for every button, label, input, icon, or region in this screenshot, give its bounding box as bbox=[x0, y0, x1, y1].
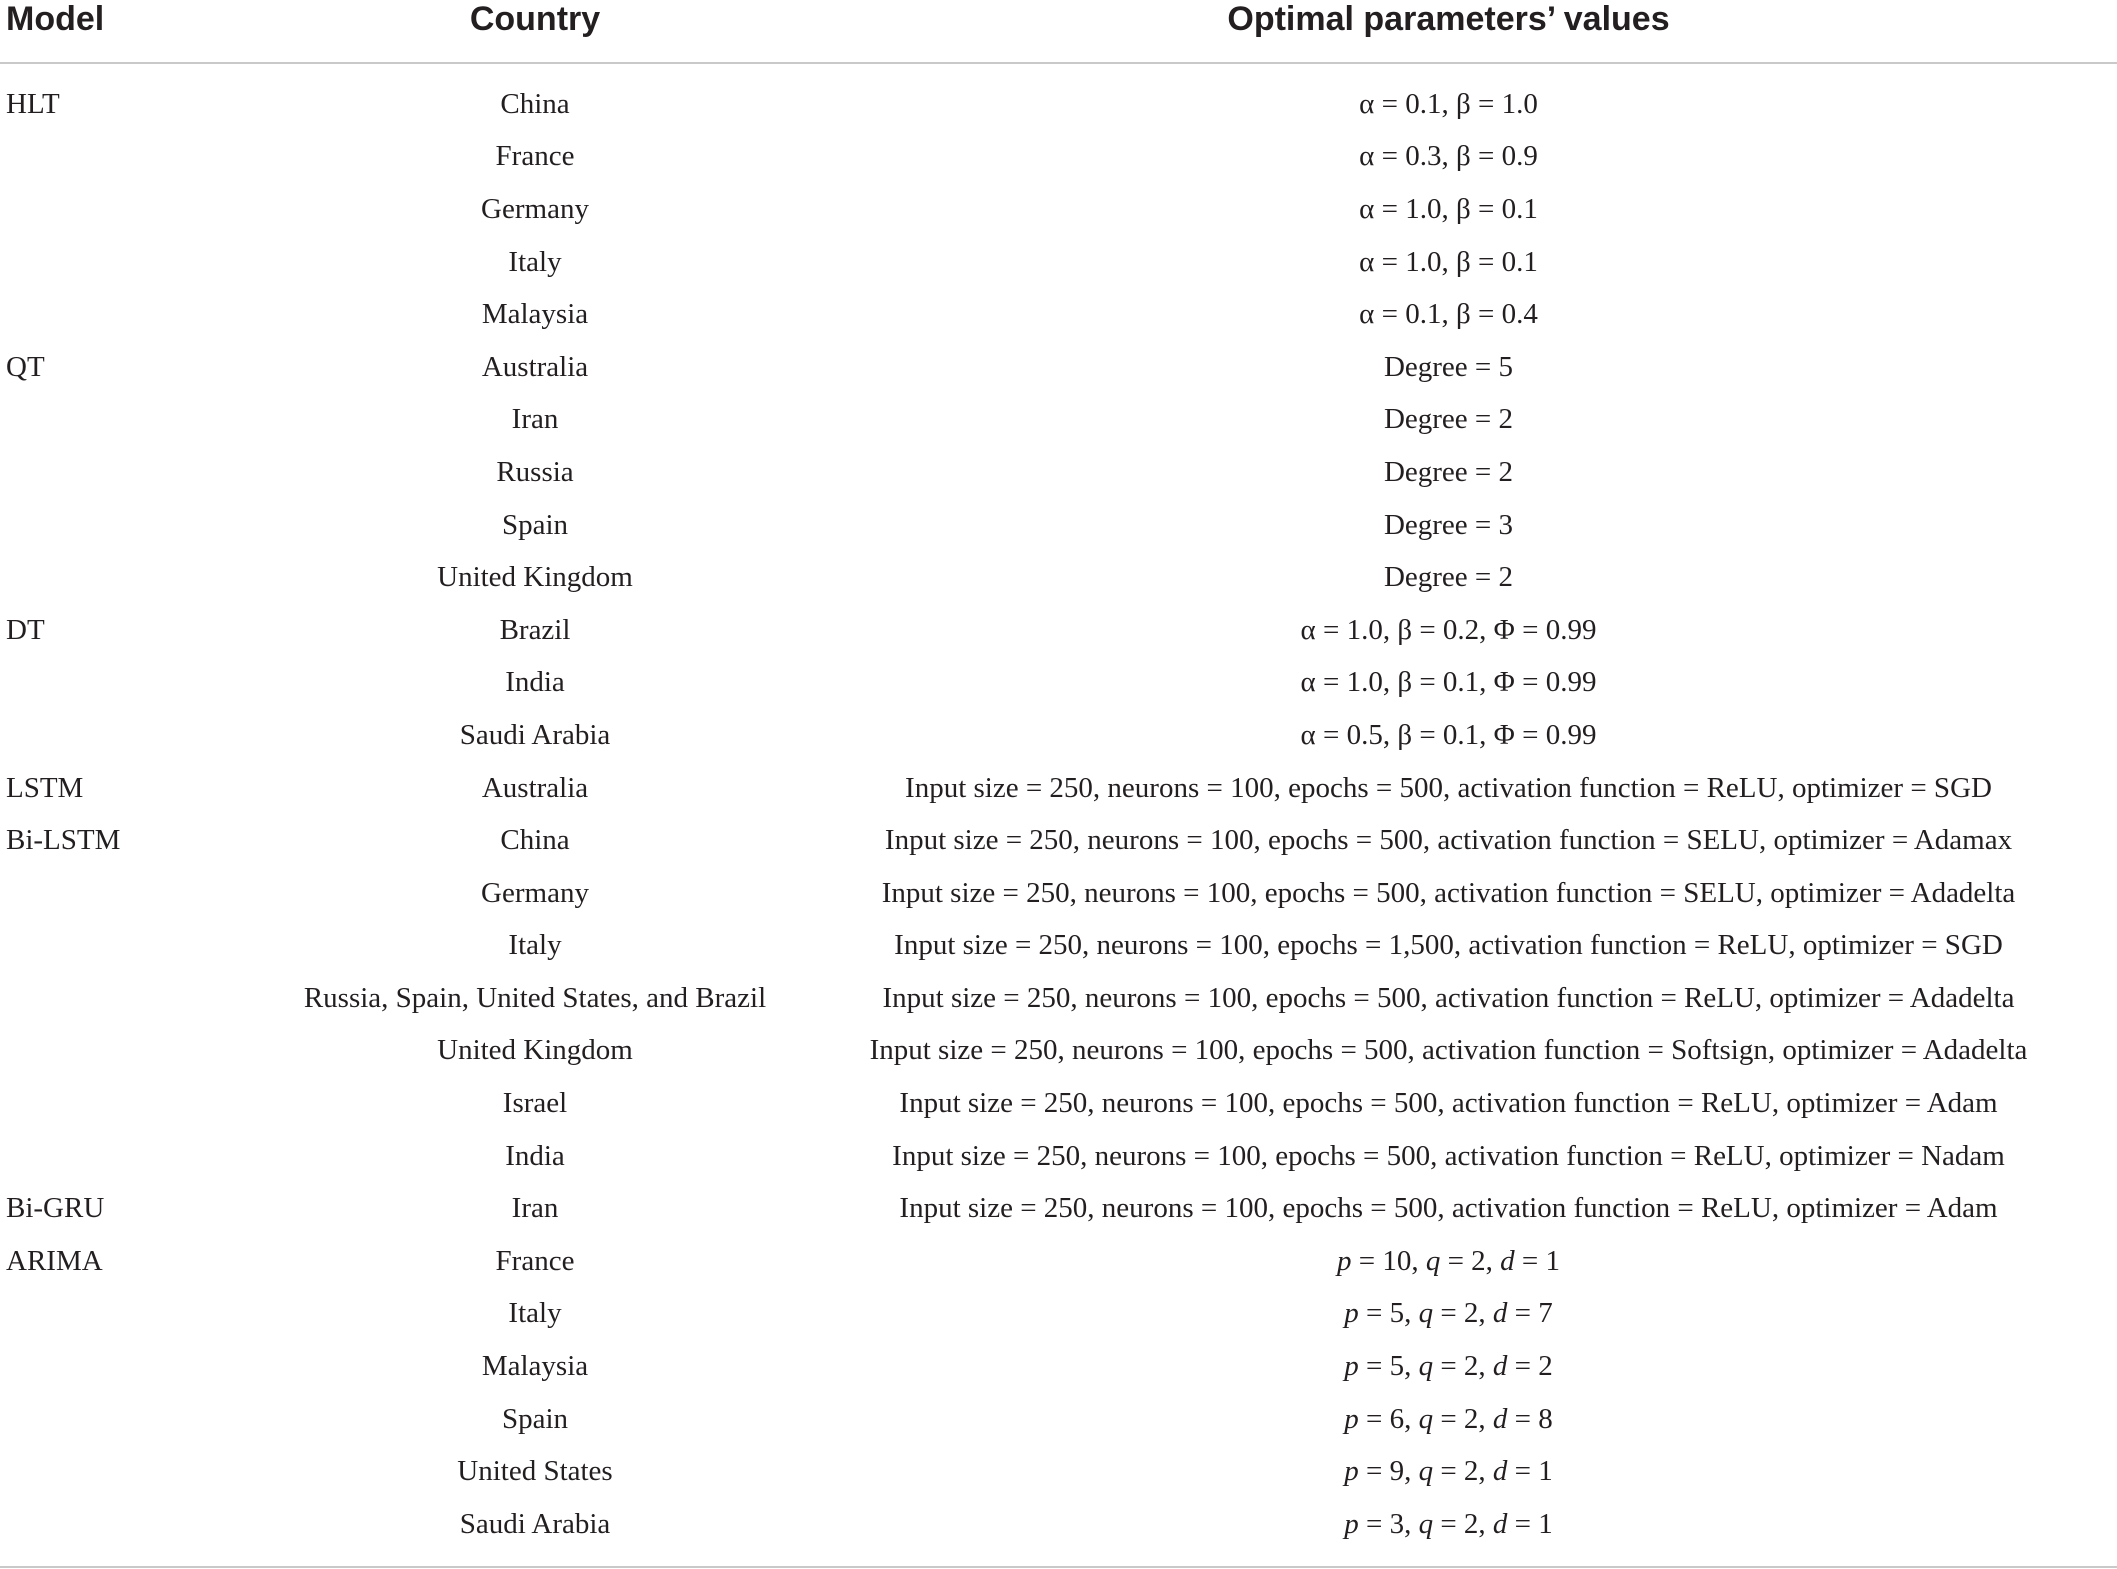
table-row bbox=[0, 1235, 2117, 1288]
cell-model bbox=[0, 1025, 290, 1078]
cell-model bbox=[0, 446, 290, 499]
table-row bbox=[0, 236, 2117, 289]
param-symbol-d: d bbox=[1492, 1297, 1508, 1330]
cell-parameters: p = 5, q = 2, d = 2 bbox=[1344, 1350, 1553, 1383]
param-value-d: 8 bbox=[1538, 1402, 1553, 1435]
cell-country: France bbox=[495, 1244, 575, 1277]
table-row bbox=[0, 657, 2117, 710]
cell-model bbox=[0, 920, 290, 973]
cell-model: HLT bbox=[6, 87, 60, 120]
param-value-q: 2 bbox=[1471, 1244, 1486, 1277]
cell-model bbox=[0, 183, 290, 236]
cell-country: Russia bbox=[496, 455, 574, 488]
cell-country: Israel bbox=[502, 1087, 568, 1120]
table-body bbox=[0, 63, 2117, 1551]
table-row bbox=[0, 1393, 2117, 1446]
param-symbol-q: q bbox=[1425, 1244, 1441, 1277]
cell-parameters: α = 0.1, β = 1.0 bbox=[1359, 87, 1538, 120]
param-symbol-p: p bbox=[1336, 1244, 1352, 1277]
cell-country: Germany bbox=[481, 876, 589, 909]
cell-country: Australia bbox=[481, 771, 589, 804]
cell-parameters: α = 0.5, β = 0.1, Φ = 0.99 bbox=[1300, 718, 1597, 751]
param-value-q: 2 bbox=[1463, 1350, 1479, 1383]
param-value-p: 10 bbox=[1382, 1244, 1412, 1277]
param-symbol-d: d bbox=[1492, 1402, 1508, 1435]
cell-parameters: p = 3, q = 2, d = 1 bbox=[1344, 1507, 1553, 1540]
table-row bbox=[0, 604, 2117, 657]
cell-model bbox=[0, 131, 290, 184]
cell-model bbox=[0, 1288, 290, 1341]
header-optimal-parameters: Optimal parameters’ values bbox=[780, 0, 2117, 63]
table-row bbox=[0, 63, 2117, 131]
param-symbol-q: q bbox=[1418, 1455, 1434, 1488]
cell-country: Spain bbox=[501, 1402, 569, 1435]
cell-parameters: p = 6, q = 2, d = 8 bbox=[1344, 1402, 1553, 1435]
cell-model: Bi-LSTM bbox=[6, 824, 121, 857]
table-row bbox=[0, 867, 2117, 920]
cell-parameters: Degree = 5 bbox=[1383, 350, 1514, 383]
cell-country: India bbox=[505, 666, 565, 699]
param-value-q: 2 bbox=[1463, 1402, 1479, 1435]
cell-parameters: Degree = 2 bbox=[1383, 561, 1514, 594]
cell-model bbox=[0, 394, 290, 447]
cell-country: Italy bbox=[508, 245, 562, 278]
cell-model bbox=[0, 1498, 290, 1551]
cell-country: Italy bbox=[508, 1297, 562, 1330]
param-symbol-p: p bbox=[1344, 1297, 1359, 1330]
cell-country: Saudi Arabia bbox=[459, 718, 611, 751]
cell-model bbox=[0, 867, 290, 920]
cell-parameters: p = 10, q = 2, d = 1 bbox=[1336, 1244, 1561, 1277]
cell-model bbox=[0, 288, 290, 341]
param-symbol-q: q bbox=[1418, 1350, 1434, 1383]
cell-country: Italy bbox=[508, 929, 562, 962]
param-value-d: 7 bbox=[1538, 1297, 1553, 1330]
cell-model: ARIMA bbox=[6, 1244, 103, 1277]
cell-parameters: Input size = 250, neurons = 100, epochs = 500, activation function = ReLU, optimizer = Nadam bbox=[892, 1139, 2005, 1172]
cell-parameters: Input size = 250, neurons = 100, epochs = 500, activation function = ReLU, optimizer = Adam bbox=[899, 1192, 1998, 1225]
param-value-d: 1 bbox=[1538, 1507, 1553, 1540]
cell-parameters: α = 0.1, β = 0.4 bbox=[1359, 298, 1538, 331]
table-header-row bbox=[0, 0, 2117, 63]
cell-country: United Kingdom bbox=[437, 561, 633, 594]
cell-country: India bbox=[505, 1139, 565, 1172]
cell-country: United Kingdom bbox=[437, 1034, 633, 1067]
param-value-p: 5 bbox=[1389, 1297, 1405, 1330]
cell-parameters: Input size = 250, neurons = 100, epochs = 1,500, activation function = ReLU, optimizer = SGD bbox=[894, 929, 2003, 962]
param-symbol-p: p bbox=[1344, 1402, 1359, 1435]
cell-parameters: α = 1.0, β = 0.2, Φ = 0.99 bbox=[1300, 613, 1597, 646]
cell-model bbox=[0, 1077, 290, 1130]
param-value-q: 2 bbox=[1463, 1297, 1479, 1330]
table-row bbox=[0, 1025, 2117, 1078]
table-row bbox=[0, 814, 2117, 867]
table-row bbox=[0, 288, 2117, 341]
cell-parameters: p = 9, q = 2, d = 1 bbox=[1344, 1455, 1553, 1488]
param-value-d: 1 bbox=[1545, 1244, 1561, 1277]
header-model: Model bbox=[0, 0, 290, 63]
param-value-p: 9 bbox=[1389, 1455, 1405, 1488]
cell-parameters: p = 5, q = 2, d = 7 bbox=[1344, 1297, 1553, 1330]
param-value-p: 3 bbox=[1389, 1507, 1405, 1540]
param-value-p: 5 bbox=[1389, 1350, 1405, 1383]
cell-parameters: Input size = 250, neurons = 100, epochs = 500, activation function = ReLU, optimizer = Adam bbox=[899, 1087, 1998, 1120]
table-row bbox=[0, 1130, 2117, 1183]
table-row bbox=[0, 762, 2117, 815]
param-value-d: 2 bbox=[1538, 1350, 1553, 1383]
cell-country: Iran bbox=[511, 403, 559, 436]
param-symbol-p: p bbox=[1344, 1455, 1359, 1488]
param-symbol-d: d bbox=[1492, 1507, 1508, 1540]
cell-model bbox=[0, 709, 290, 762]
table-row bbox=[0, 551, 2117, 604]
cell-country: China bbox=[500, 87, 570, 120]
cell-parameters: Input size = 250, neurons = 100, epochs = 500, activation function = SELU, optimizer = Adamax bbox=[884, 824, 2013, 857]
cell-parameters: Input size = 250, neurons = 100, epochs = 500, activation function = SELU, optimizer = Adadelta bbox=[881, 876, 2016, 909]
param-symbol-d: d bbox=[1492, 1350, 1508, 1383]
param-value-d: 1 bbox=[1538, 1455, 1553, 1488]
header-country: Country bbox=[290, 0, 780, 63]
cell-country: China bbox=[500, 824, 570, 857]
cell-parameters: Degree = 2 bbox=[1383, 455, 1514, 488]
table-row bbox=[0, 341, 2117, 394]
cell-country: Australia bbox=[481, 350, 589, 383]
table-row bbox=[0, 1340, 2117, 1393]
cell-country: Brazil bbox=[499, 613, 571, 646]
cell-model bbox=[0, 1130, 290, 1183]
cell-parameters: α = 0.3, β = 0.9 bbox=[1359, 140, 1538, 173]
table-row bbox=[0, 972, 2117, 1025]
cell-country: Malaysia bbox=[481, 298, 589, 331]
cell-model bbox=[0, 1393, 290, 1446]
param-value-p: 6 bbox=[1389, 1402, 1405, 1435]
cell-model bbox=[0, 1445, 290, 1498]
param-symbol-d: d bbox=[1492, 1455, 1508, 1488]
param-symbol-q: q bbox=[1418, 1297, 1434, 1330]
cell-country: Russia, Spain, United States, and Brazil bbox=[303, 981, 767, 1014]
table-row bbox=[0, 131, 2117, 184]
cell-model bbox=[0, 236, 290, 289]
cell-model bbox=[0, 551, 290, 604]
cell-parameters: α = 1.0, β = 0.1 bbox=[1359, 192, 1538, 225]
cell-country: France bbox=[495, 140, 575, 173]
cell-model: QT bbox=[6, 350, 45, 383]
table-row bbox=[0, 183, 2117, 236]
table-row bbox=[0, 1498, 2117, 1551]
cell-country: Saudi Arabia bbox=[459, 1507, 611, 1540]
cell-parameters: α = 1.0, β = 0.1 bbox=[1359, 245, 1538, 278]
cell-model bbox=[0, 657, 290, 710]
table-bottom-rule bbox=[0, 1566, 2117, 1568]
param-symbol-q: q bbox=[1418, 1402, 1434, 1435]
param-value-q: 2 bbox=[1463, 1455, 1479, 1488]
cell-country: United States bbox=[457, 1455, 613, 1488]
cell-country: Iran bbox=[511, 1192, 559, 1225]
cell-country: Spain bbox=[501, 508, 569, 541]
param-value-q: 2 bbox=[1463, 1507, 1479, 1540]
cell-model: DT bbox=[6, 613, 45, 646]
cell-parameters: Input size = 250, neurons = 100, epochs = 500, activation function = ReLU, optimizer = SGD bbox=[905, 771, 1992, 804]
cell-model bbox=[0, 972, 290, 1025]
param-symbol-p: p bbox=[1344, 1350, 1359, 1383]
cell-country: Germany bbox=[481, 192, 589, 225]
cell-parameters: Input size = 250, neurons = 100, epochs = 500, activation function = ReLU, optimizer = Adadelta bbox=[882, 981, 2015, 1014]
cell-parameters: Degree = 2 bbox=[1383, 403, 1514, 436]
table-row bbox=[0, 446, 2117, 499]
cell-model: Bi-GRU bbox=[6, 1192, 105, 1225]
param-symbol-d: d bbox=[1500, 1244, 1515, 1277]
cell-model: LSTM bbox=[6, 771, 84, 804]
cell-model bbox=[0, 499, 290, 552]
table-row bbox=[0, 1288, 2117, 1341]
table-row bbox=[0, 394, 2117, 447]
cell-parameters: Degree = 3 bbox=[1383, 508, 1514, 541]
cell-country: Malaysia bbox=[481, 1350, 589, 1383]
cell-parameters: α = 1.0, β = 0.1, Φ = 0.99 bbox=[1300, 666, 1597, 699]
table-row bbox=[0, 920, 2117, 973]
table-row bbox=[0, 709, 2117, 762]
table-row bbox=[0, 499, 2117, 552]
table-row bbox=[0, 1077, 2117, 1130]
param-symbol-q: q bbox=[1418, 1507, 1434, 1540]
cell-model bbox=[0, 1340, 290, 1393]
table-row bbox=[0, 1182, 2117, 1235]
table-row bbox=[0, 1445, 2117, 1498]
cell-parameters: Input size = 250, neurons = 100, epochs = 500, activation function = Softsign, optimizer = Adadelta bbox=[869, 1034, 2028, 1067]
param-symbol-p: p bbox=[1344, 1507, 1359, 1540]
